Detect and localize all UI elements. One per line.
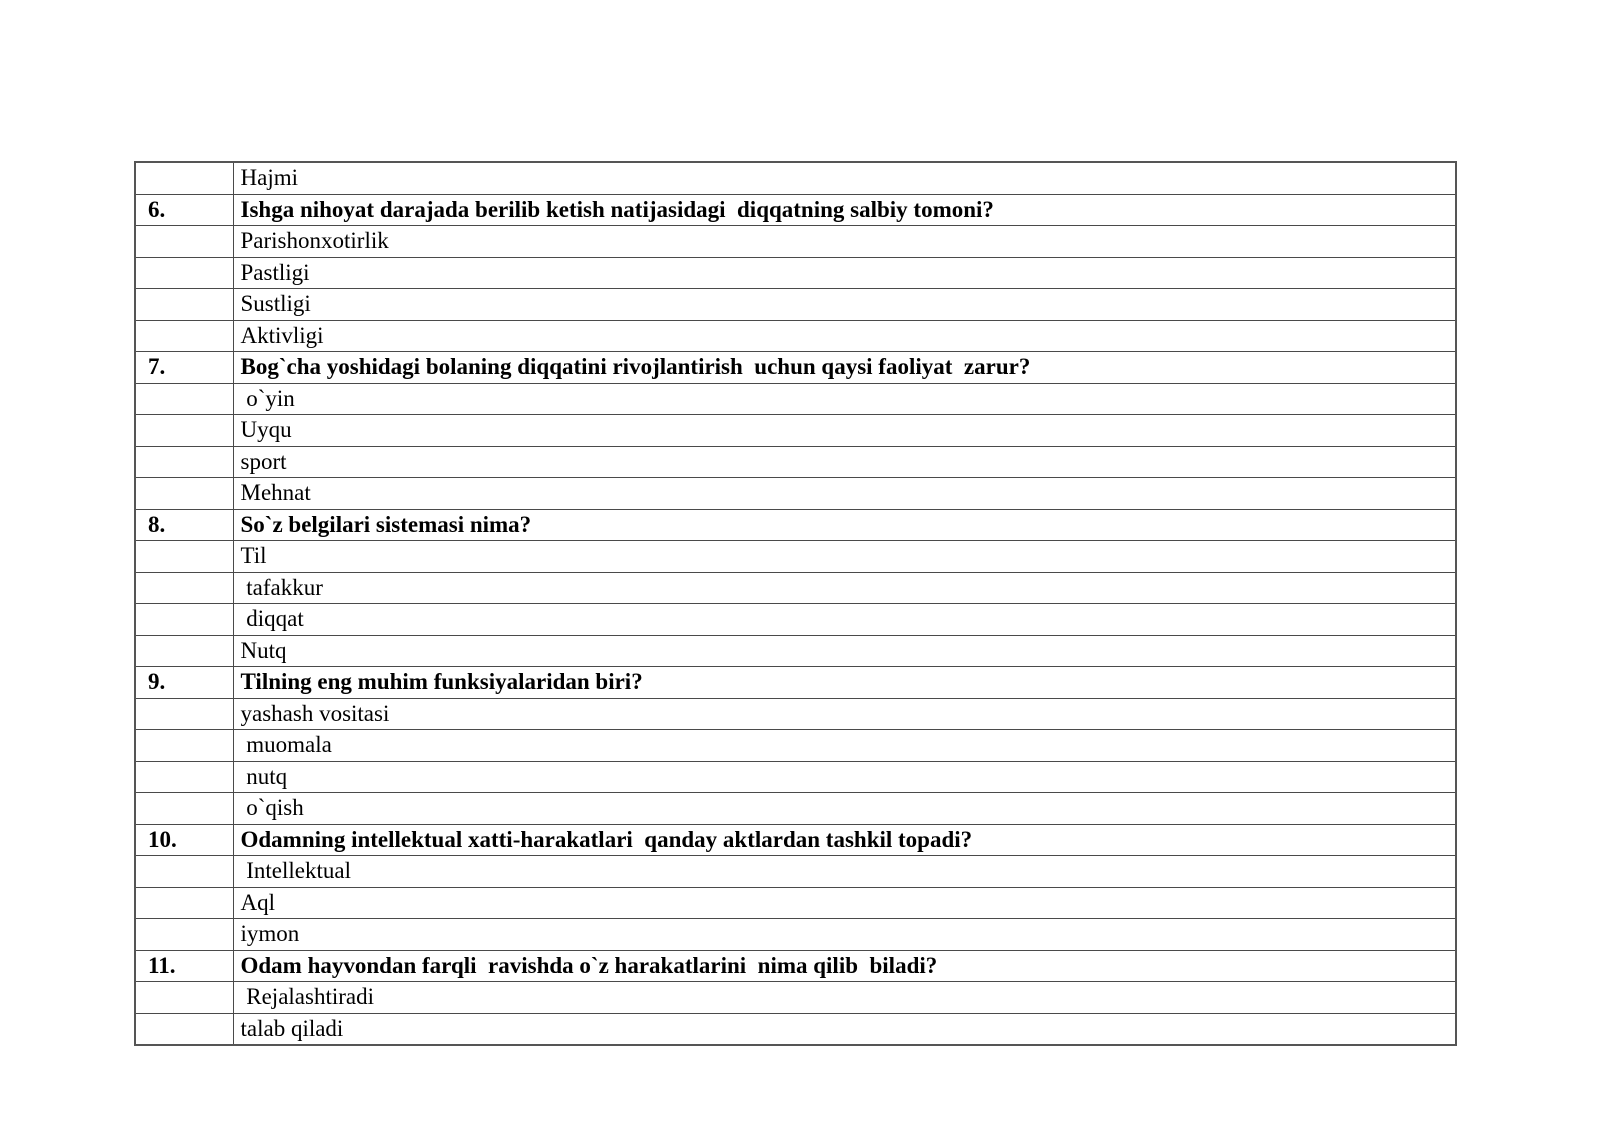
answer-row — [135, 415, 1456, 447]
question-row — [135, 824, 1456, 856]
question-text-cell: So`z belgilari sistemasi nima? — [233, 509, 1456, 541]
question-row — [135, 950, 1456, 982]
answer-text-cell: Nutq — [233, 635, 1456, 667]
answer-row — [135, 730, 1456, 762]
answer-text-cell: Aktivligi — [233, 320, 1456, 352]
answer-text-cell: Mehnat — [233, 478, 1456, 510]
question-number-cell — [135, 162, 233, 194]
answer-text-cell: muomala — [233, 730, 1456, 762]
quiz-table — [134, 161, 1457, 1046]
answer-row — [135, 320, 1456, 352]
question-number-cell — [135, 604, 233, 636]
question-row — [135, 194, 1456, 226]
answer-row — [135, 226, 1456, 258]
question-text-cell: Odam hayvondan farqli ravishda o`z harakatlarini nima qilib biladi? — [233, 950, 1456, 982]
answer-text-cell: Parishonxotirlik — [233, 226, 1456, 258]
answer-row — [135, 982, 1456, 1014]
question-number-cell — [135, 320, 233, 352]
answer-text-cell: diqqat — [233, 604, 1456, 636]
question-number-cell — [135, 856, 233, 888]
answer-text-cell: o`qish — [233, 793, 1456, 825]
answer-row — [135, 698, 1456, 730]
answer-row — [135, 856, 1456, 888]
answer-text-cell: sport — [233, 446, 1456, 478]
answer-text-cell: Sustligi — [233, 289, 1456, 321]
question-number-cell — [135, 730, 233, 762]
question-number-cell — [135, 698, 233, 730]
question-number-cell: 9. — [135, 667, 233, 699]
answer-row — [135, 572, 1456, 604]
answer-row — [135, 289, 1456, 321]
answer-text-cell: yashash vositasi — [233, 698, 1456, 730]
question-number-cell — [135, 446, 233, 478]
question-number-cell — [135, 383, 233, 415]
question-text-cell: Ishga nihoyat darajada berilib ketish natijasidagi diqqatning salbiy tomoni? — [233, 194, 1456, 226]
answer-text-cell: Hajmi — [233, 162, 1456, 194]
question-row — [135, 509, 1456, 541]
answer-text-cell: nutq — [233, 761, 1456, 793]
answer-row — [135, 635, 1456, 667]
question-number-cell — [135, 226, 233, 258]
question-number-cell — [135, 415, 233, 447]
question-number-cell: 10. — [135, 824, 233, 856]
answer-text-cell: Intellektual — [233, 856, 1456, 888]
question-text-cell: Bog`cha yoshidagi bolaning diqqatini rivojlantirish uchun qaysi faoliyat zarur? — [233, 352, 1456, 384]
question-row — [135, 352, 1456, 384]
question-number-cell — [135, 635, 233, 667]
question-number-cell — [135, 919, 233, 951]
answer-text-cell: tafakkur — [233, 572, 1456, 604]
answer-row — [135, 446, 1456, 478]
question-number-cell — [135, 887, 233, 919]
answer-row — [135, 1013, 1456, 1045]
question-number-cell — [135, 541, 233, 573]
answer-text-cell: Uyqu — [233, 415, 1456, 447]
question-number-cell — [135, 572, 233, 604]
answer-text-cell: Rejalashtiradi — [233, 982, 1456, 1014]
answer-row — [135, 761, 1456, 793]
question-number-cell: 8. — [135, 509, 233, 541]
answer-row — [135, 604, 1456, 636]
question-number-cell: 6. — [135, 194, 233, 226]
answer-text-cell: o`yin — [233, 383, 1456, 415]
question-number-cell — [135, 257, 233, 289]
answer-row — [135, 541, 1456, 573]
answer-text-cell: iymon — [233, 919, 1456, 951]
answer-row — [135, 793, 1456, 825]
answer-text-cell: Aql — [233, 887, 1456, 919]
question-text-cell: Odamning intellektual xatti-harakatlari qanday aktlardan tashkil topadi? — [233, 824, 1456, 856]
question-number-cell — [135, 793, 233, 825]
question-number-cell: 11. — [135, 950, 233, 982]
answer-row — [135, 162, 1456, 194]
answer-row — [135, 257, 1456, 289]
question-row — [135, 667, 1456, 699]
question-number-cell — [135, 761, 233, 793]
answer-text-cell: talab qiladi — [233, 1013, 1456, 1045]
answer-text-cell: Pastligi — [233, 257, 1456, 289]
answer-text-cell: Til — [233, 541, 1456, 573]
answer-row — [135, 478, 1456, 510]
answer-row — [135, 383, 1456, 415]
question-number-cell — [135, 982, 233, 1014]
question-number-cell — [135, 478, 233, 510]
question-number-cell: 7. — [135, 352, 233, 384]
question-text-cell: Tilning eng muhim funksiyalaridan biri? — [233, 667, 1456, 699]
answer-row — [135, 887, 1456, 919]
answer-row — [135, 919, 1456, 951]
question-number-cell — [135, 289, 233, 321]
question-number-cell — [135, 1013, 233, 1045]
